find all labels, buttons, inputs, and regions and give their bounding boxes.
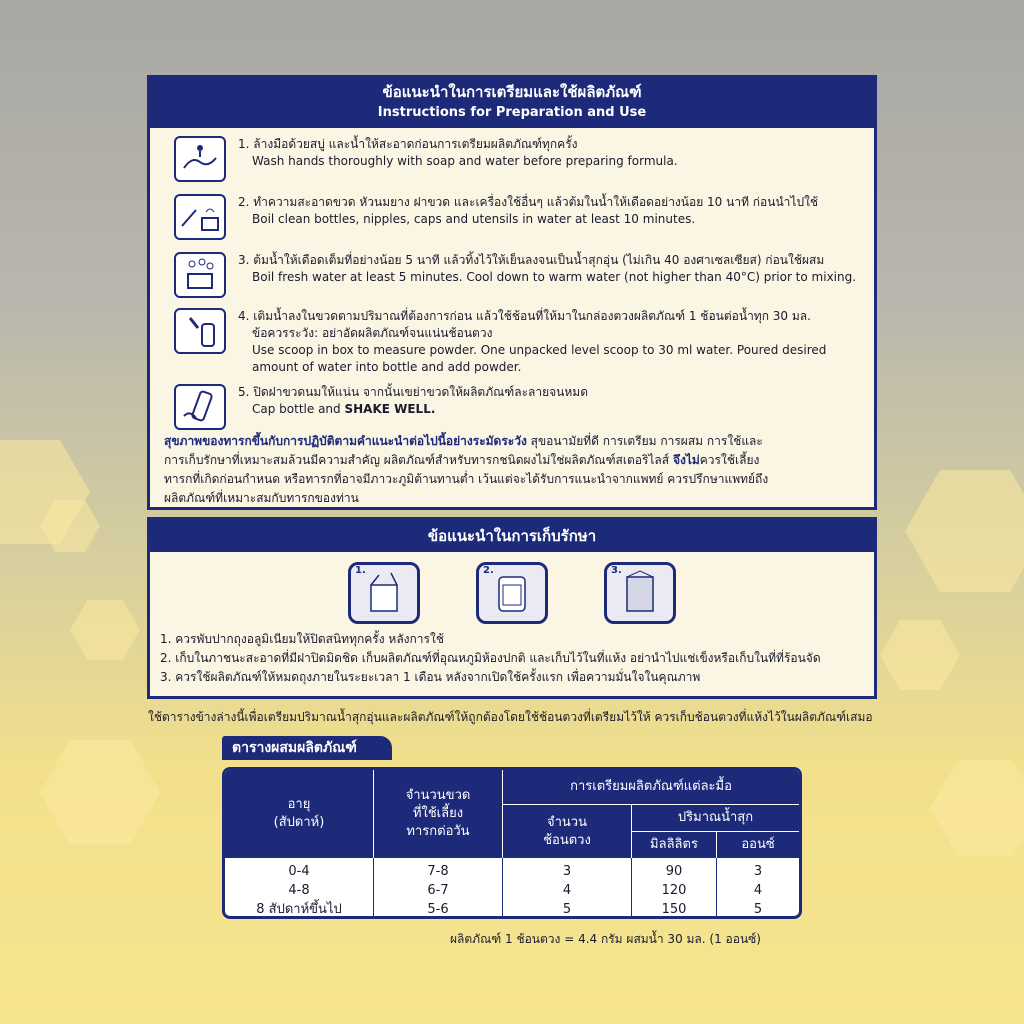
divider (502, 770, 503, 858)
cell-age: 8 สัปดาห์ขึ้นไป (256, 902, 342, 917)
mixing-table (222, 767, 802, 919)
bg-hexagon (880, 620, 960, 690)
step-5-en-bold: SHAKE WELL. (344, 402, 436, 416)
cell-oz: 4 (753, 883, 763, 898)
preparation-panel (147, 75, 877, 510)
header-oz: ออนซ์ (717, 832, 799, 858)
header-bottles: จำนวนขวด ที่ใช้เลี้ยง ทารกต่อวัน (374, 770, 502, 858)
storage-header: ข้อแนะนำในการเก็บรักษา (150, 520, 874, 552)
bag-icon: 3. (604, 562, 676, 624)
cell-scoops: 4 (562, 883, 572, 898)
cell-oz: 5 (753, 902, 763, 917)
step-5-en: Cap bottle and SHAKE WELL. (252, 402, 436, 416)
divider (716, 832, 717, 858)
boil-bottle-icon (174, 194, 226, 240)
preparation-header (150, 78, 874, 128)
cell-bottles: 6-7 (427, 883, 449, 898)
preparation-title-en: Instructions for Preparation and Use (377, 105, 647, 120)
storage-panel (147, 517, 877, 699)
safety-note: สุขภาพของทารกขึ้นกับการปฏิบัติตามคำแนะนำต่อไปนี้อย่างระมัดระวัง สุขอนามัยที่ดี การเตรียม การผสม การใช้และ การเก็บรักษาที่เหมาะสมล้วนมีความสำคัญ ผลิตภัณฑ์สำหรับทารกชนิดผงไม่ใช่ผลิตภัณฑ์สเตอริไลส์ จึงไม่ควรใช้เลี้ยง ทารกที่เกิดก่อนกำหนด หรือทารกที่อาจมีภาวะภูมิต้านทานต่ำ เว้นแต่จะได้รับการแนะนำจากแพทย์ ควรปรึกษาแพทย์ถึง ผลิตภัณฑ์ที่เหมาะสมกับทารกของท่าน (164, 434, 769, 505)
divider (373, 770, 374, 858)
hand-wash-icon (174, 136, 226, 182)
cell-age: 4-8 (288, 883, 310, 898)
header-prep: การเตรียมผลิตภัณฑ์แต่ละมื้อ (503, 770, 799, 804)
bg-hexagon (70, 600, 140, 660)
cell-ml: 120 (661, 883, 687, 898)
boil-water-icon (174, 252, 226, 298)
step-2-th: 2. ทำความสะอาดขวด หัวนมยาง ฝาขวด และเครื่องใช้อื่นๆ แล้วต้มในน้ำให้เดือดอย่างน้อย 10 นาที ก่อนนำไปใช้ (238, 195, 819, 209)
header-age: อายุ (สัปดาห์) (225, 770, 373, 858)
header-scoops: จำนวน ช้อนตวง (503, 805, 631, 858)
list-item: 1. ควรพับปากถุงอลูมิเนียมให้ปิดสนิททุกครั้ง หลังการใช้ (160, 632, 444, 646)
cell-ml: 150 (661, 902, 687, 917)
bg-hexagon (40, 740, 160, 844)
table-caption: ใช้ตารางข้างล่างนี้เพื่อเตรียมปริมาณน้ำสุกอุ่นและผลิตภัณฑ์ให้ถูกต้องโดยใช้ช้อนตวงที่เตรียมไว้ให้ ควรเก็บช้อนตวงที่แห้งไว้ในผลิตภัณฑ์เสมอ (148, 710, 873, 724)
scoop-powder-icon (174, 308, 226, 354)
cell-age: 0-4 (288, 864, 310, 879)
cell-bottles: 5-6 (427, 902, 449, 917)
step-1-th: 1. ล้างมือด้วยสบู่ และน้ำให้สะอาดก่อนการเตรียมผลิตภัณฑ์ทุกครั้ง (238, 137, 578, 151)
step-1-en: Wash hands thoroughly with soap and water before preparing formula. (252, 154, 678, 168)
header-ml: มิลลิลิตร (632, 832, 716, 858)
list-item: 2. เก็บในภาชนะสะอาดที่มีฝาปิดมิดชิด เก็บผลิตภัณฑ์ที่อุณหภูมิห้องปกติ และเก็บไว้ในที่แห้ง อย่านำไปแช่เข็งหรือเก็บในที่ที่ร้อนจัด (160, 651, 821, 665)
cell-bottles: 7-8 (427, 864, 449, 879)
bg-hexagon (905, 470, 1024, 592)
step-3-th: 3. ต้มน้ำให้เดือดเต็มที่อย่างน้อย 5 นาที แล้วทิ้งไว้ให้เย็นลงจนเป็นน้ำสุกอุ่น (ไม่เกิน 40 องศาเซลเซียส) ก่อนใช้ผสม (238, 253, 825, 267)
divider (503, 804, 799, 805)
box-fold-icon: 1. (348, 562, 420, 624)
step-5-th: 5. ปิดฝาขวดนมให้แน่น จากนั้นเขย่าขวดให้ผลิตภัณฑ์ละลายจนหมด (238, 385, 588, 399)
bg-hexagon (930, 760, 1024, 856)
step-3-en: Boil fresh water at least 5 minutes. Cool down to warm water (not higher than 40°C) prior to mixing. (252, 270, 857, 284)
scoop-footnote: ผลิตภัณฑ์ 1 ช้อนตวง = 4.4 กรัม ผสมน้ำ 30 มล. (1 ออนซ์) (450, 932, 761, 946)
step-4-th-caution: ข้อควรระวัง: อย่าอัดผลิตภัณฑ์จนแน่นช้อนตวง (252, 326, 493, 340)
shake-bottle-icon (174, 384, 226, 430)
step-4-en: Use scoop in box to measure powder. One unpacked level scoop to 30 ml water. Poured desired (252, 343, 827, 357)
cell-oz: 3 (753, 864, 763, 879)
cell-scoops: 5 (562, 902, 572, 917)
container-icon: 2. (476, 562, 548, 624)
safety-note-bold: สุขภาพของทารกขึ้นกับการปฏิบัติตามคำแนะนำต่อไปนี้อย่างระมัดระวัง (164, 434, 527, 448)
header-water: ปริมาณน้ำสุก (632, 805, 799, 831)
cell-scoops: 3 (562, 864, 572, 879)
step-2-en: Boil clean bottles, nipples, caps and utensils in water at least 10 minutes. (252, 212, 696, 226)
cell-ml: 90 (665, 864, 683, 879)
preparation-title-th: ข้อแนะนำในการเตรียมและใช้ผลิตภัณฑ์ (382, 83, 642, 101)
step-4-th: 4. เติมน้ำลงในขวดตามปริมาณที่ต้องการก่อน แล้วใช้ช้อนที่ให้มาในกล่องตวงผลิตภัณฑ์ 1 ช้อนต่อน้ำทุก 30 มล. (238, 309, 811, 323)
storage-list (160, 630, 866, 687)
step-4-en-cont: amount of water into bottle and add powder. (252, 360, 522, 374)
mixing-table-title: ตารางผสมผลิตภัณฑ์ (222, 736, 392, 760)
list-item: 3. ควรใช้ผลิตภัณฑ์ให้หมดถุงภายในระยะเวลา 1 เดือน หลังจากเปิดใช้ครั้งแรก เพื่อความมั่นใจในคุณภาพ (160, 670, 701, 684)
